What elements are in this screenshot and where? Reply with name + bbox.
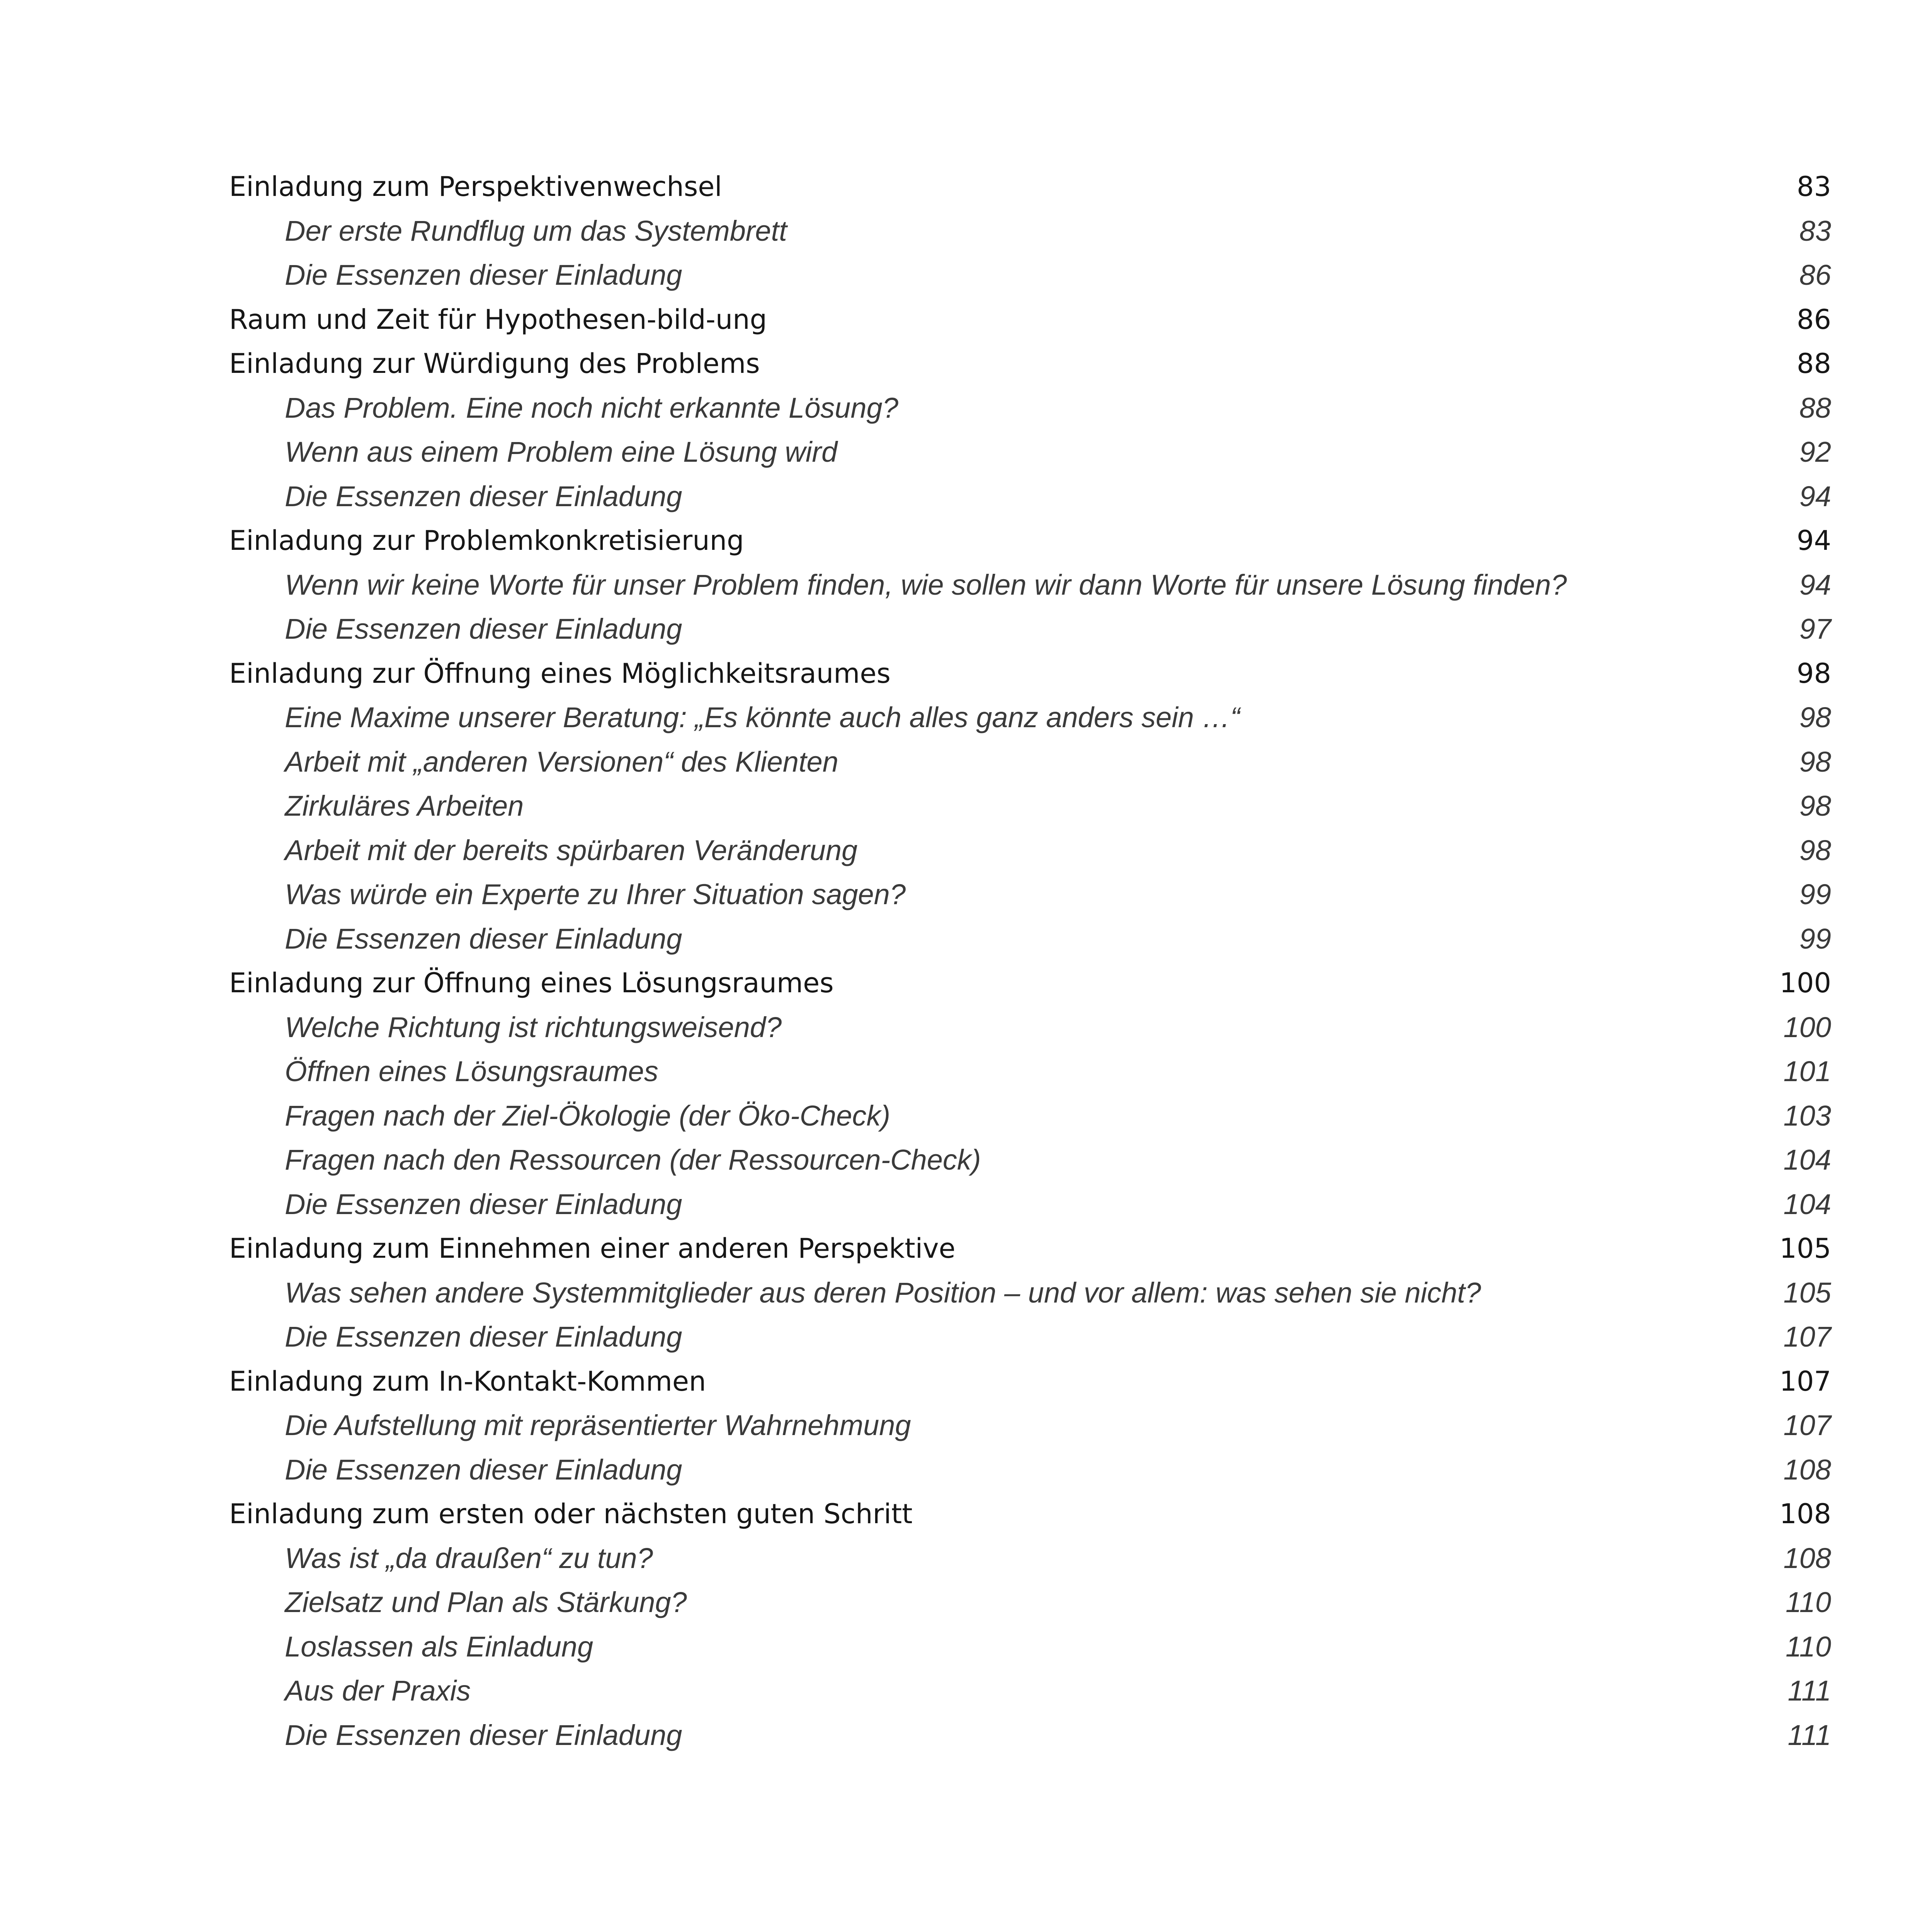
toc-entry-title: Was ist „da draußen“ zu tun? — [285, 1542, 653, 1574]
toc-section-entry — [229, 1536, 1831, 1581]
toc-entry-page-number: 92 — [1799, 436, 1831, 468]
toc-entry-page-number: 101 — [1783, 1055, 1831, 1087]
toc-entry-title: Raum und Zeit für Hypothesen-bild-ung — [229, 303, 767, 335]
toc-section-entry — [229, 1580, 1831, 1625]
toc-section-entry — [229, 1094, 1831, 1138]
toc-entry-title: Die Essenzen dieser Einladung — [285, 1321, 682, 1353]
toc-entry-page-number: 98 — [1799, 701, 1831, 733]
toc-entry-title: Zirkuläres Arbeiten — [285, 790, 524, 822]
toc-entry-page-number: 103 — [1783, 1099, 1831, 1132]
toc-entry-title: Einladung zum Perspektivenwechsel — [229, 171, 722, 202]
toc-section-entry — [229, 386, 1831, 430]
toc-entry-page-number: 111 — [1787, 1719, 1831, 1751]
toc-entry-page-number: 97 — [1799, 613, 1831, 645]
toc-entry-title: Der erste Rundflug um das Systembrett — [285, 214, 787, 247]
toc-entry-title: Arbeit mit „anderen Versionen“ des Klienten — [285, 745, 838, 778]
toc-section-entry — [229, 784, 1831, 828]
toc-entry-title: Einladung zur Öffnung eines Lösungsraumes — [229, 967, 834, 999]
toc-entry-title: Eine Maxime unserer Beratung: „Es könnte auch alles ganz anders sein …“ — [285, 701, 1240, 733]
toc-entry-title: Die Aufstellung mit repräsentierter Wahrnehmung — [285, 1409, 911, 1441]
toc-chapter-entry — [229, 1359, 1831, 1404]
toc-entry-page-number: 100 — [1779, 967, 1831, 999]
toc-entry-title: Aus der Praxis — [285, 1675, 471, 1707]
toc-section-entry — [229, 828, 1831, 873]
toc-entry-title: Die Essenzen dieser Einladung — [285, 613, 682, 645]
toc-entry-page-number: 111 — [1787, 1675, 1831, 1707]
toc-entry-page-number: 94 — [1799, 568, 1831, 601]
toc-entry-title: Die Essenzen dieser Einladung — [285, 1719, 682, 1751]
toc-entry-page-number: 88 — [1796, 348, 1831, 379]
toc-entry-title: Öffnen eines Lösungsraumes — [285, 1055, 658, 1087]
toc-chapter-entry — [229, 651, 1831, 696]
toc-chapter-entry — [229, 1226, 1831, 1271]
toc-section-entry — [229, 917, 1831, 961]
toc-section-entry — [229, 1669, 1831, 1713]
toc-chapter-entry — [229, 165, 1831, 209]
toc-section-entry — [229, 1315, 1831, 1359]
toc-entry-page-number: 100 — [1783, 1011, 1831, 1043]
toc-entry-page-number: 107 — [1783, 1409, 1831, 1441]
toc-entry-title: Einladung zur Würdigung des Problems — [229, 348, 760, 379]
toc-entry-page-number: 108 — [1779, 1498, 1831, 1530]
toc-entry-title: Zielsatz und Plan als Stärkung? — [285, 1586, 687, 1618]
toc-section-entry — [229, 1182, 1831, 1227]
toc-entry-title: Einladung zum Einnehmen einer anderen Perspektive — [229, 1233, 956, 1264]
toc-section-entry — [229, 474, 1831, 519]
toc-entry-page-number: 105 — [1783, 1276, 1831, 1309]
toc-section-entry — [229, 1005, 1831, 1050]
toc-entry-title: Fragen nach den Ressourcen (der Ressourcen-Check) — [285, 1144, 981, 1176]
toc-entry-title: Loslassen als Einladung — [285, 1630, 594, 1663]
toc-section-entry — [229, 430, 1831, 474]
toc-entry-page-number: 108 — [1783, 1453, 1831, 1486]
toc-entry-page-number: 86 — [1799, 259, 1831, 291]
toc-section-entry — [229, 1448, 1831, 1492]
toc-entry-title: Einladung zum ersten oder nächsten guten Schritt — [229, 1498, 913, 1530]
toc-section-entry — [229, 209, 1831, 253]
toc-entry-page-number: 99 — [1799, 922, 1831, 955]
toc-chapter-entry — [229, 1492, 1831, 1536]
toc-entry-title: Wenn aus einem Problem eine Lösung wird — [285, 436, 838, 468]
toc-entry-title: Was würde ein Experte zu Ihrer Situation sagen? — [285, 878, 906, 910]
toc-entry-page-number: 98 — [1796, 657, 1831, 689]
toc-entry-title: Was sehen andere Systemmitglieder aus deren Position – und vor allem: was sehen sie nicht? — [285, 1276, 1481, 1309]
toc-section-entry — [229, 1713, 1831, 1758]
toc-entry-page-number: 104 — [1783, 1144, 1831, 1176]
toc-entry-title: Einladung zur Problemkonkretisierung — [229, 525, 744, 556]
toc-entry-page-number: 86 — [1796, 303, 1831, 335]
toc-entry-page-number: 98 — [1799, 834, 1831, 866]
toc-section-entry — [229, 696, 1831, 740]
toc-entry-title: Welche Richtung ist richtungsweisend? — [285, 1011, 782, 1043]
toc-section-entry — [229, 872, 1831, 917]
toc-section-entry — [229, 607, 1831, 651]
toc-entry-page-number: 107 — [1783, 1321, 1831, 1353]
toc-section-entry — [229, 740, 1831, 784]
toc-entry-title: Wenn wir keine Worte für unser Problem finden, wie sollen wir dann Worte für unsere Lösung finden? — [285, 568, 1567, 601]
toc-section-entry — [229, 1138, 1831, 1182]
toc-section-entry — [229, 563, 1831, 607]
toc-entry-page-number: 83 — [1796, 171, 1831, 202]
toc-section-entry — [229, 1625, 1831, 1669]
toc-entry-title: Die Essenzen dieser Einladung — [285, 259, 682, 291]
toc-entry-title: Arbeit mit der bereits spürbaren Veränderung — [285, 834, 858, 866]
toc-entry-title: Die Essenzen dieser Einladung — [285, 1188, 682, 1220]
table-of-contents — [229, 165, 1831, 1757]
toc-entry-page-number: 107 — [1779, 1365, 1831, 1397]
toc-chapter-entry — [229, 342, 1831, 386]
toc-entry-title: Die Essenzen dieser Einladung — [285, 922, 682, 955]
toc-section-entry — [229, 253, 1831, 298]
toc-entry-page-number: 105 — [1779, 1233, 1831, 1264]
toc-entry-title: Das Problem. Eine noch nicht erkannte Lösung? — [285, 391, 898, 424]
toc-entry-title: Die Essenzen dieser Einladung — [285, 1453, 682, 1486]
toc-entry-page-number: 98 — [1799, 790, 1831, 822]
toc-entry-page-number: 88 — [1799, 391, 1831, 424]
toc-entry-page-number: 94 — [1799, 480, 1831, 512]
toc-entry-page-number: 94 — [1796, 525, 1831, 556]
toc-section-entry — [229, 1049, 1831, 1094]
toc-entry-page-number: 83 — [1799, 214, 1831, 247]
toc-entry-page-number: 98 — [1799, 745, 1831, 778]
toc-entry-page-number: 108 — [1783, 1542, 1831, 1574]
toc-entry-page-number: 110 — [1786, 1630, 1831, 1663]
toc-chapter-entry — [229, 961, 1831, 1005]
toc-entry-title: Die Essenzen dieser Einladung — [285, 480, 682, 512]
toc-entry-title: Einladung zur Öffnung eines Möglichkeitsraumes — [229, 657, 891, 689]
toc-section-entry — [229, 1271, 1831, 1315]
toc-entry-page-number: 104 — [1783, 1188, 1831, 1220]
toc-entry-page-number: 110 — [1786, 1586, 1831, 1618]
toc-entry-title: Fragen nach der Ziel-Ökologie (der Öko-Check) — [285, 1099, 890, 1132]
toc-chapter-entry — [229, 298, 1831, 342]
toc-entry-page-number: 99 — [1799, 878, 1831, 910]
toc-entry-title: Einladung zum In-Kontakt-Kommen — [229, 1365, 706, 1397]
toc-section-entry — [229, 1403, 1831, 1448]
toc-chapter-entry — [229, 519, 1831, 563]
